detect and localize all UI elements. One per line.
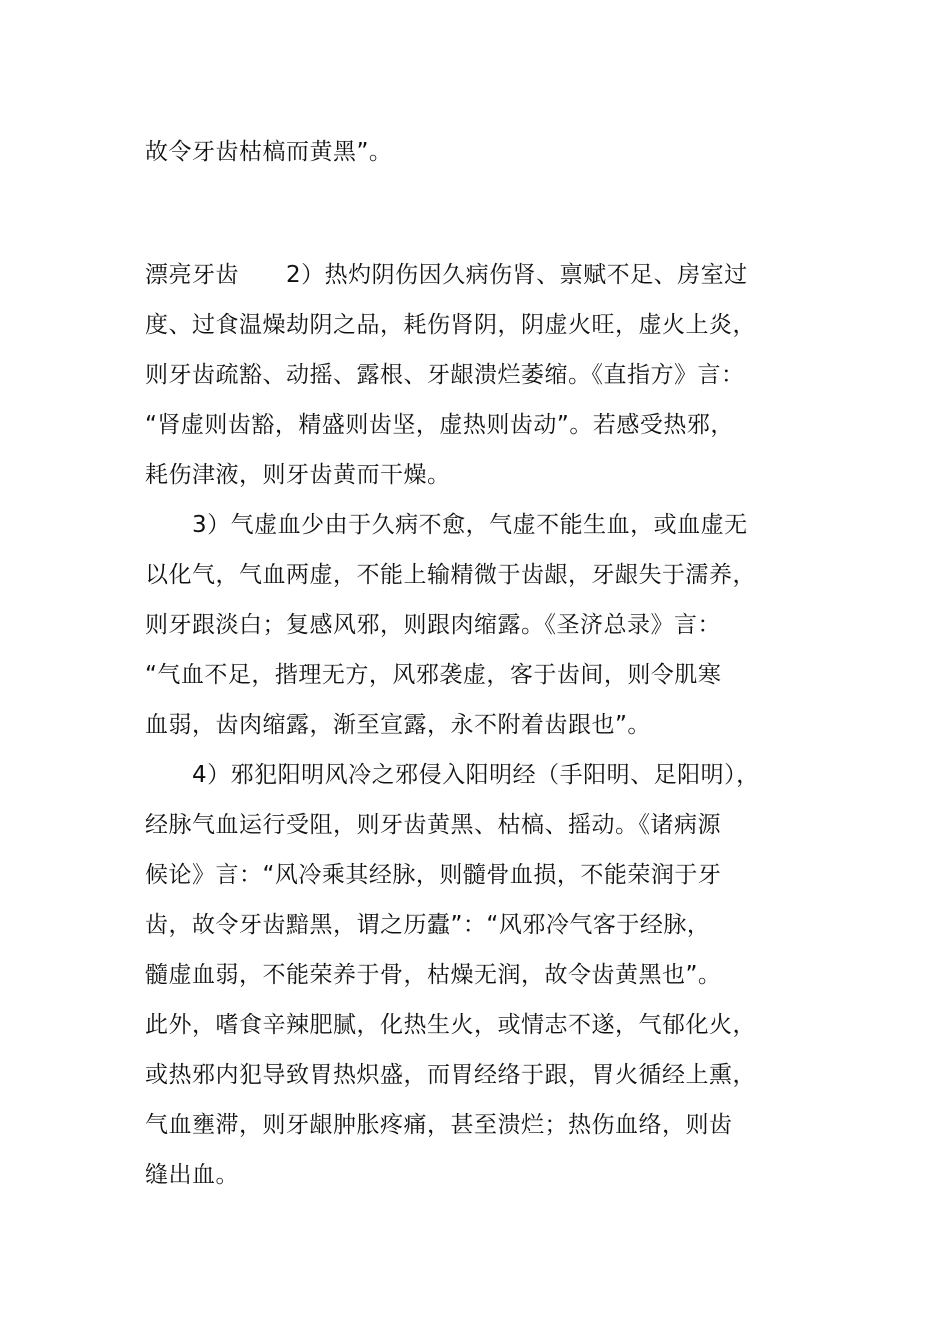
text-line: 耗伤津液，则牙齿黄而干燥。 bbox=[145, 462, 451, 488]
text-line: 或热邪内犯导致胃热炽盛，而胃经络于跟，胃火循经上熏， bbox=[145, 1062, 756, 1088]
text-line: 漂亮牙齿 2）热灼阴伤因久病伤肾、禀赋不足、房室过 bbox=[145, 262, 748, 288]
text-line: 候论》言：“风冷乘其经脉，则髓骨血损，不能荣润于牙 bbox=[145, 862, 722, 888]
text-line: “肾虚则齿豁，精盛则齿坚，虚热则齿动”。若感受热邪， bbox=[145, 412, 734, 438]
text-line: 此外，嗜食辛辣肥腻，化热生火，或情志不遂，气郁化火， bbox=[145, 1012, 756, 1038]
text-line: 则牙齿疏豁、动摇、露根、牙龈溃烂萎缩。《直指方》言： bbox=[145, 362, 745, 388]
text-line: 故令牙齿枯槁而黄黑”。 bbox=[145, 139, 393, 165]
text-line: 气血壅滞，则牙龈肿胀疼痛，甚至溃烂；热伤血络，则齿 bbox=[145, 1112, 733, 1138]
text-line: 经脉气血运行受阻，则牙齿黄黑、枯槁、摇动。《诸病源 bbox=[145, 812, 721, 838]
text-line: 齿，故令牙齿黯黑，谓之历蠹”：“风邪冷气客于经脉， bbox=[145, 912, 711, 938]
text-line: 度、过食温燥劫阴之品，耗伤肾阴，阴虚火旺，虚火上炎， bbox=[145, 312, 756, 338]
text-line: 髓虚血弱，不能荣养于骨，枯燥无润，故令齿黄黑也”。 bbox=[145, 962, 722, 988]
text-line: 3）气虚血少由于久病不愈，气虚不能生血，或血虚无 bbox=[145, 512, 748, 538]
text-line: 则牙跟淡白；复感风邪，则跟肉缩露。《圣济总录》言： bbox=[145, 612, 721, 638]
text-line: 血弱，齿肉缩露，渐至宣露，永不附着齿跟也”。 bbox=[145, 712, 651, 738]
text-line: “气血不足，揩理无方，风邪袭虚，客于齿间，则令肌寒 bbox=[145, 662, 722, 688]
text-line: 4）邪犯阳明风冷之邪侵入阳明经（手阳明、足阳明）， bbox=[145, 762, 760, 788]
text-line: 缝出血。 bbox=[145, 1162, 239, 1188]
text-line: 以化气，气血两虚，不能上输精微于齿龈，牙龈失于濡养， bbox=[145, 562, 756, 588]
